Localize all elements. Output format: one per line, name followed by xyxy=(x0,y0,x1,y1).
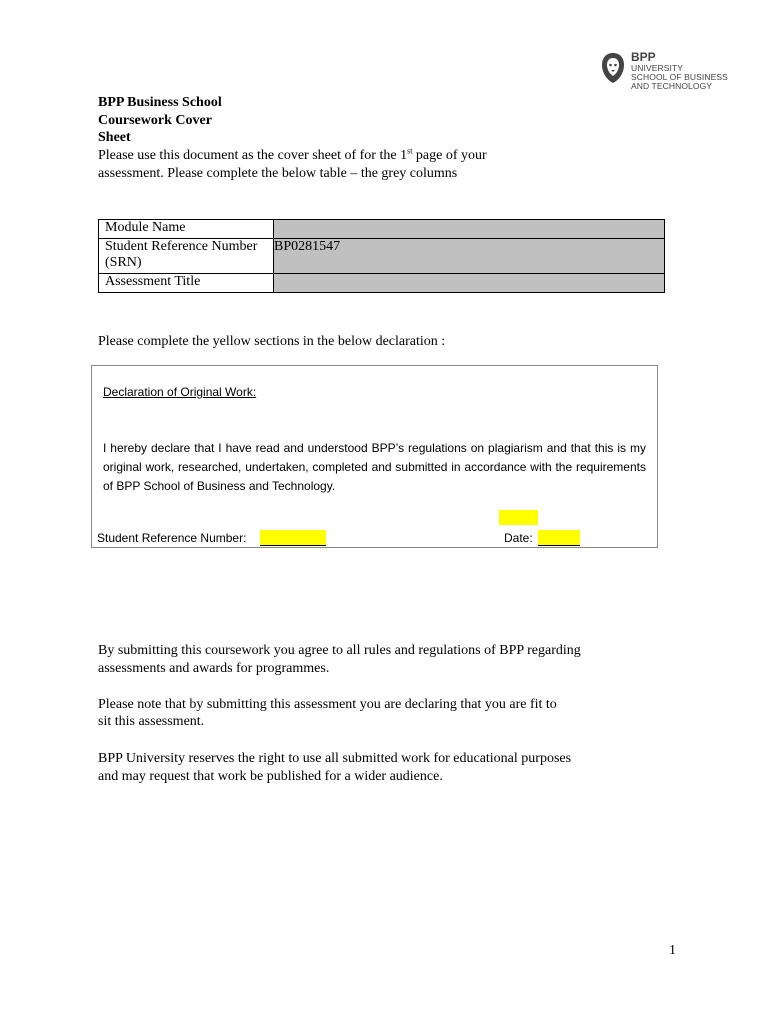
declaration-date-field[interactable] xyxy=(538,530,580,546)
declaration-srn-field[interactable] xyxy=(260,530,326,546)
logo-line-3: AND TECHNOLOGY xyxy=(631,81,713,91)
srn-label-line-1: Student Reference Number xyxy=(105,239,258,254)
lion-head-icon xyxy=(600,52,626,84)
declaration-title-colon: : xyxy=(252,385,257,399)
bpp-logo xyxy=(600,50,760,92)
table-row xyxy=(99,274,665,293)
note-1-line-1: By submitting this coursework you agree to all rules and regulations of BPP regarding xyxy=(98,643,581,658)
srn-label-line-2: (SRN) xyxy=(105,255,142,270)
logo-line-2: SCHOOL OF BUSINESS xyxy=(631,72,728,82)
note-3-line-1: BPP University reserves the right to use all submitted work for educational purposes xyxy=(98,751,572,766)
heading-title-cont: Sheet xyxy=(98,130,131,145)
assessment-title-label: Assessment Title xyxy=(99,274,274,293)
heading-title: Coursework Cover xyxy=(98,113,212,128)
intro-line-2: assessment. Please complete the below table – the grey columns xyxy=(98,166,458,181)
intro-line-1 xyxy=(98,147,487,164)
yellow-instruction: Please complete the yellow sections in the below declaration : xyxy=(98,334,446,349)
logo-line-1: UNIVERSITY xyxy=(631,63,684,73)
declaration-title-text: Declaration of Original Work xyxy=(103,385,253,399)
note-1-line-2: assessments and awards for programmes. xyxy=(98,661,330,676)
declaration-date-label: Date: xyxy=(504,531,533,545)
info-table xyxy=(98,219,665,293)
heading-school: BPP Business School xyxy=(98,95,222,110)
declaration-box xyxy=(91,365,658,548)
assessment-title-field[interactable] xyxy=(274,274,665,293)
page-number: 1 xyxy=(669,943,676,958)
module-name-field[interactable] xyxy=(274,220,665,239)
table-row xyxy=(99,220,665,239)
note-3-line-2: and may request that work be published for a wider audience. xyxy=(98,769,443,784)
note-2-line-2: sit this assessment. xyxy=(98,714,205,729)
table-row xyxy=(99,239,665,274)
declaration-body: I hereby declare that I have read and understood BPP’s regulations on plagiarism and that this is my original work, researched, undertaken, completed and submitted in accordance with the requirements of BPP School of Business and Technology. xyxy=(103,441,646,493)
declaration-srn-label: Student Reference Number: xyxy=(97,531,247,545)
srn-field[interactable]: BP0281547 xyxy=(274,239,665,274)
logo-brand: BPP xyxy=(631,50,656,64)
intro-text-b: page of your xyxy=(412,148,487,163)
note-2-line-1: Please note that by submitting this assessment you are declaring that you are fit to xyxy=(98,697,557,712)
module-name-label: Module Name xyxy=(99,220,274,239)
intro-superscript: st xyxy=(407,146,413,156)
intro-text-a: Please use this document as the cover sheet of for the 1 xyxy=(98,148,408,163)
srn-label xyxy=(99,239,274,274)
declaration-title xyxy=(103,385,256,399)
date-highlight xyxy=(499,510,538,525)
